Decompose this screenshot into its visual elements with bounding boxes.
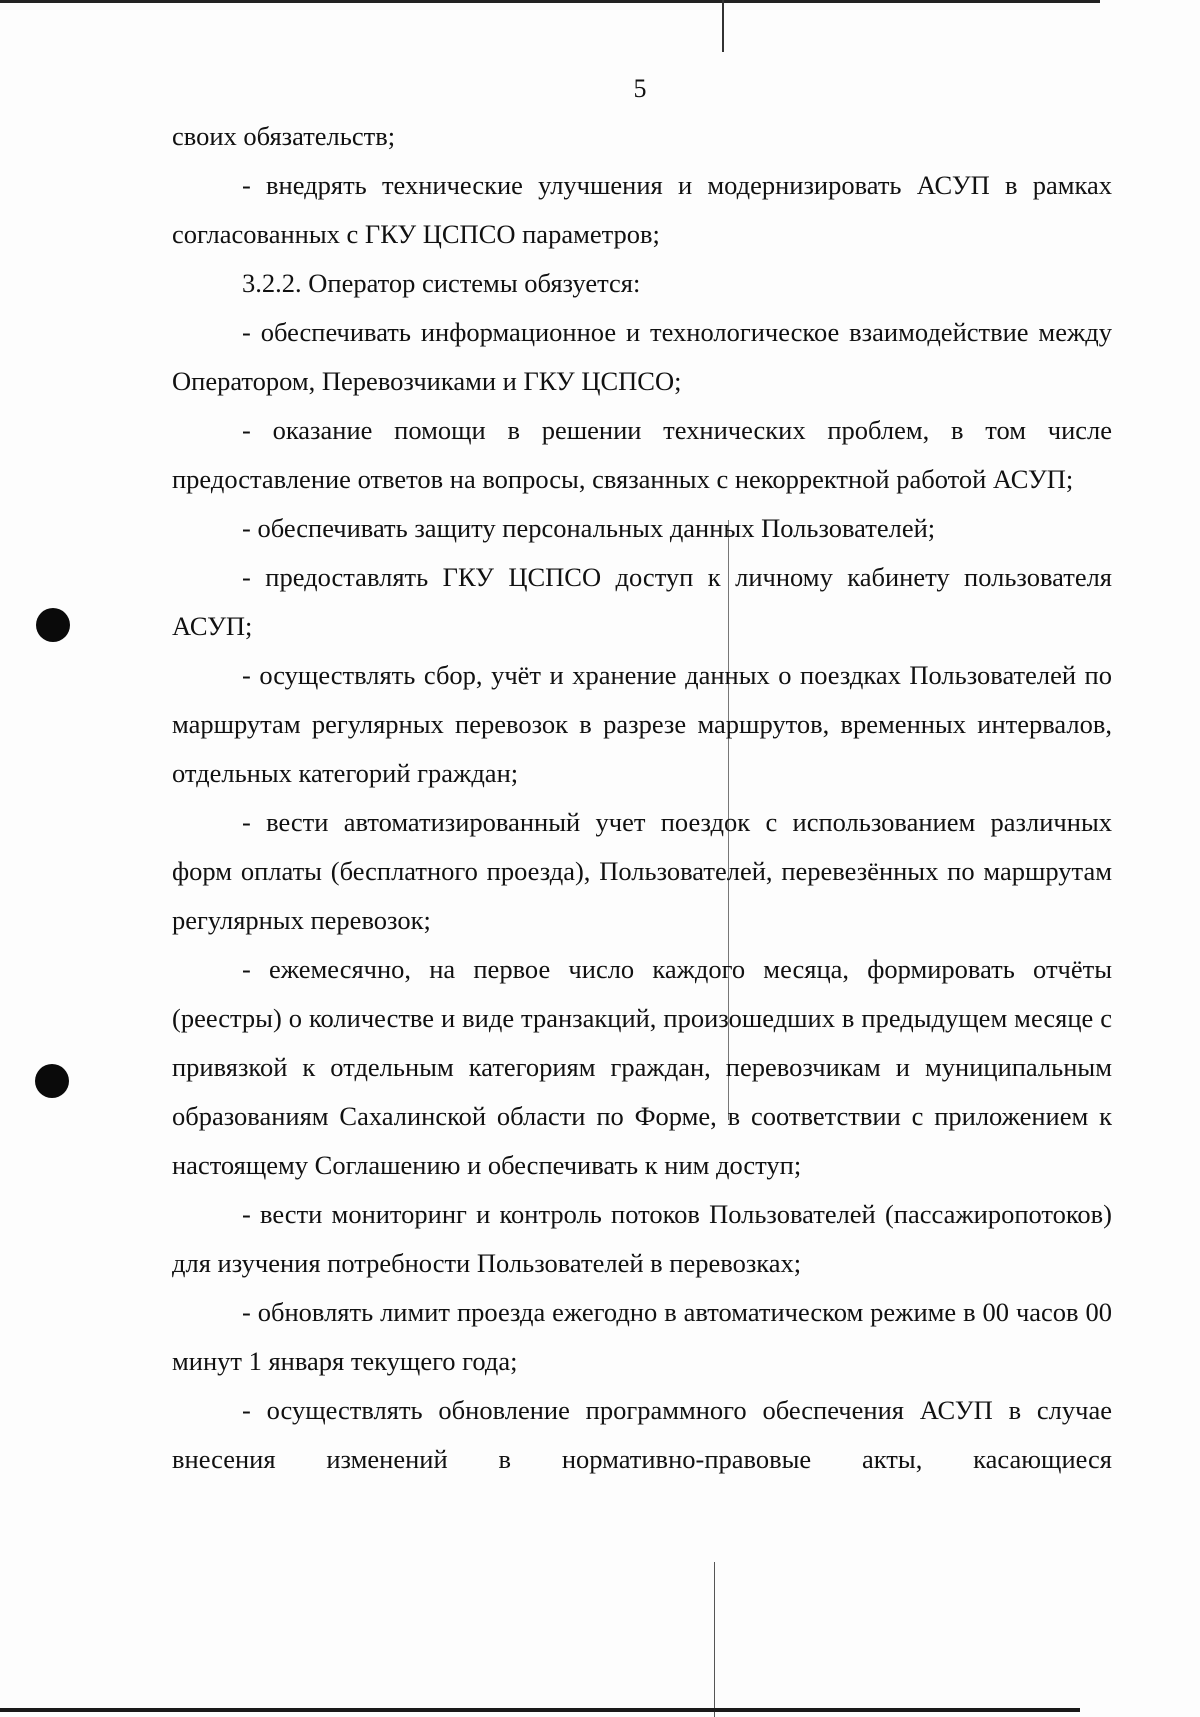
paragraph: - обеспечивать информационное и технологическое взаимодействие между Оператором, Перевозчиками и ГКУ ЦСПСО; [172,317,1112,396]
paragraph: - осуществлять обновление программного обеспечения АСУП в случае внесения изменений в нормативно-правовые акты, касающиеся [172,1395,1112,1474]
punch-hole-lower [35,1064,69,1098]
paragraph: - ежемесячно, на первое число каждого месяца, формировать отчёты (реестры) о количестве и виде транзакций, произошедших в предыдущем месяце с привязкой к отдельным категориям граждан, перевозчикам и муниципальным образованиям Сахалинской области по Форме, в соответствии с приложением к настоящему Соглашению и обеспечивать к ним доступ; [172,954,1112,1180]
paragraph: - оказание помощи в решении технических проблем, в том числе предоставление ответов на вопросы, связанных с некорректной работой АСУП; [172,415,1112,494]
paragraph: - обновлять лимит проезда ежегодно в автоматическом режиме в 00 часов 00 минут 1 января текущего года; [172,1297,1112,1376]
page-top-edge [0,0,1100,3]
paragraph: - осуществлять сбор, учёт и хранение данных о поездках Пользователей по маршрутам регулярных перевозок в разрезе маршрутов, временных интервалов, отдельных категорий граждан; [172,660,1112,788]
paragraph: - внедрять технические улучшения и модернизировать АСУП в рамках согласованных с ГКУ ЦСПСО параметров; [172,170,1112,249]
paragraph: 3.2.2. Оператор системы обязуется: [242,268,641,298]
fold-line-top [722,0,724,52]
punch-hole-upper [36,608,70,642]
page-bottom-edge [0,1708,1080,1712]
page-number: 5 [633,74,647,103]
document-body [172,112,1112,1484]
paragraph: - вести мониторинг и контроль потоков Пользователей (пассажиропотоков) для изучения потребности Пользователей в перевозках; [172,1199,1112,1278]
paragraph: - вести автоматизированный учет поездок с использованием различных форм оплаты (бесплатного проезда), Пользователей, перевезённых по маршрутам регулярных перевозок; [172,807,1112,935]
paragraph: своих обязательств; [172,121,396,151]
fold-line-bottom [714,1562,715,1717]
paragraph: - обеспечивать защиту персональных данных Пользователей; [242,513,936,543]
paragraph: - предоставлять ГКУ ЦСПСО доступ к личному кабинету пользователя АСУП; [172,562,1112,641]
